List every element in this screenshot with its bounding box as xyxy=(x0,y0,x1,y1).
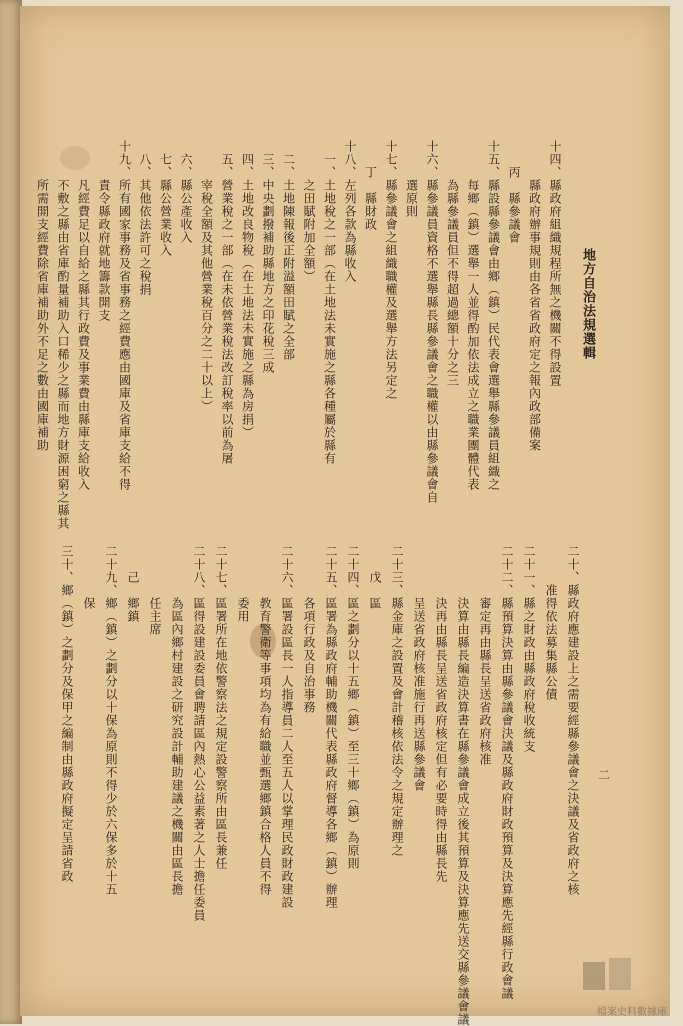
text-column: 決再由縣長呈送省政府核定但有必要時得由縣長先 xyxy=(434,545,448,883)
text-column: 為區內鄉村建設之研究設計輔助建議之機關由區長擔 xyxy=(170,545,184,896)
text-column: 二十七、區署所在地依警察法之規定設警察所由區長兼任 xyxy=(214,545,228,870)
text-column: 十五、縣設縣參議會由鄉（鎮）民代表會選舉縣參議員組織之 xyxy=(486,140,501,491)
text-column: 任主席 xyxy=(148,545,162,636)
text-column: 每鄉（鎮）選舉一人並得酌加依法成立之職業團體代表 xyxy=(466,140,480,491)
text-column: 十六、縣參議員資格不選舉縣長縣參議會之職權以由縣參議會自 xyxy=(425,140,439,504)
archive-logo-icon xyxy=(579,954,639,994)
text-column: 呈送省政府核准施行再送縣參議會 xyxy=(412,545,426,792)
text-column: 委用 xyxy=(236,545,250,623)
text-column: 教育警衛等事項均為有給職並甄選鄉鎮合格人員不得 xyxy=(258,545,272,896)
text-column: 十七、縣參議會之組織職權及選舉方法另定之 xyxy=(384,140,398,400)
text-column: 保 xyxy=(82,545,96,610)
text-column: 宰稅全額及其他營業稅百分之二十以上） xyxy=(199,140,214,413)
text-column: 己 鄉鎮 xyxy=(126,545,140,623)
text-column: 二十、縣政府應建設上之需要經縣參議會之決議及省政府之核 xyxy=(566,545,580,896)
text-column: 為縣參議員但不得超過總額十分之三 xyxy=(445,140,460,387)
text-column: 八、其他依法許可之稅捐 xyxy=(138,140,152,296)
book-spine xyxy=(0,0,22,1024)
page-number: 二 xyxy=(598,768,611,782)
text-column: 縣政府辦事規則由各省省政府定之報內政部備案 xyxy=(527,140,542,452)
text-column: 所需開支經費除省庫補助外不足之數由國庫補助 xyxy=(35,140,50,452)
text-column: 二十二、縣預算決算由縣參議會決議及縣政府財政預算及決算應先經縣行政會議 xyxy=(500,545,514,1000)
text-column: 丁 縣財政 xyxy=(363,140,378,231)
text-column: 四、土地改良物稅（在土地法未實施之縣為房捐） xyxy=(240,140,255,439)
text-column: 二、土地陳報後正附溢額田賦之全部 xyxy=(281,140,296,361)
text-column: 責令縣政府就地籌款開支 xyxy=(97,140,111,322)
text-column: 十八、左列各款為縣收入 xyxy=(343,140,357,283)
text-column: 二十一、縣之財政由縣政府稅收統支 xyxy=(522,545,536,753)
text-column: 二十四、區之劃分以十五鄉（鎮）至三十鄉（鎮）為原則 xyxy=(346,545,360,870)
text-column: 二十五、區署為縣政府輔助機關代表縣政府督導各鄉（鎮）辦理 xyxy=(324,545,338,909)
text-column: 三、中央劃撥補助縣地方之印花稅三成 xyxy=(261,140,275,374)
text-column: 二十八、區得設建設委員會聘請區內熱心公益素著之人士擔任委員 xyxy=(192,545,206,922)
text-column: 五、營業稅之一部（在未依營業稅法改訂稅率以前為屠 xyxy=(220,140,234,465)
text-column: 各項行政及自治事務 xyxy=(302,545,316,714)
text-column: 七、縣公營業收入 xyxy=(158,140,173,257)
text-column: 決算由縣長編造決算書在縣參議會成立後其預算及決算應先送交縣參議會議 xyxy=(456,545,470,1026)
document-title: 地方自治法規選輯 xyxy=(580,248,595,360)
text-column: 之田賦附加全額） xyxy=(302,140,316,283)
text-column: 十四、縣政府組織規程所無之機關不得設置 xyxy=(548,140,562,387)
text-column: 丙 縣參議會 xyxy=(507,140,521,244)
text-column: 二十九、鄉（鎮）之劃分以十保為原則不得少於六保多於十五 xyxy=(104,545,118,896)
text-column: 一、土地稅之一部（在土地法未實施之縣各種屬於縣有 xyxy=(322,140,337,465)
text-column: 准得依法募集縣公債 xyxy=(544,545,558,701)
text-column: 不敷之縣由省庫酌量補助入口稀少之縣而地方財源困窮之縣其 xyxy=(56,140,70,530)
text-column: 六、縣公產收入 xyxy=(179,140,193,244)
text-column: 二十三、縣金庫之設置及會計稽核依法令之規定辦理之 xyxy=(390,545,404,857)
text-column: 三十、鄉（鎮）之劃分及保甲之編制由縣政府擬定呈請省政 xyxy=(60,545,74,883)
text-column: 二十六、區署設區長一人指導員二人至五人以掌理民政財政建設 xyxy=(280,545,294,909)
watermark-text: 檔案史料數據庫 xyxy=(597,1007,667,1018)
text-column: 戊 區 xyxy=(368,545,382,610)
text-column: 十九、所有國家事務及省事務之經費應由國庫及省庫支給不得 xyxy=(117,140,132,491)
text-column: 凡經費足以自給之縣其行政費及事業費由縣庫支給收入 xyxy=(76,140,91,491)
text-column: 選原則 xyxy=(404,140,419,218)
text-column: 審定再由縣長呈送省政府核准 xyxy=(478,545,492,766)
